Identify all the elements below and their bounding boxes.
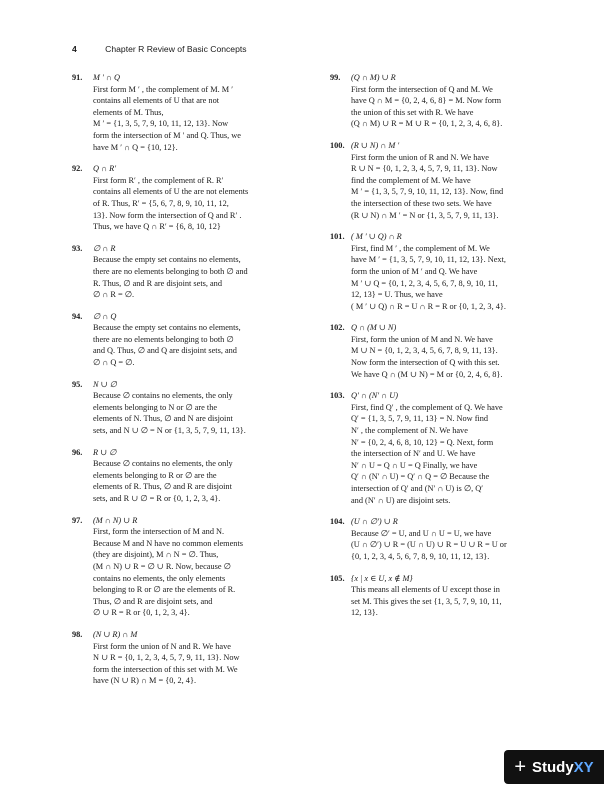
solution-line: intersection of Q′ and (N′ ∩ U) is ∅, Q′ bbox=[351, 484, 484, 493]
solution-line: sets, and N ∪ ∅ = N or {1, 3, 5, 7, 9, 11, 13}. bbox=[93, 426, 246, 436]
problem-number: 105. bbox=[330, 573, 345, 583]
problem-number: 99. bbox=[330, 73, 341, 82]
problem-expression: N ∪ ∅ bbox=[93, 379, 117, 389]
solution-line: (M ∩ N) ∪ R = ∅ ∪ R. Now, because ∅ bbox=[93, 561, 231, 571]
solution-line: elements belonging to N or ∅ are the bbox=[93, 402, 218, 412]
problem bbox=[330, 516, 570, 562]
solution-line: We have Q ∩ (M ∪ N) = M or {0, 2, 4, 6, 8}. bbox=[351, 369, 503, 379]
solution-line: sets, and R ∪ ∅ = R or {0, 1, 2, 3, 4}. bbox=[93, 494, 221, 503]
problem-number: 93. bbox=[72, 243, 83, 253]
problem bbox=[72, 379, 304, 437]
brand-main: Study bbox=[532, 758, 574, 776]
studyxy-watermark bbox=[504, 750, 604, 784]
solution-line: Now form the intersection of Q with this set. bbox=[351, 358, 500, 368]
problem-expression: ∅ ∩ R bbox=[93, 243, 116, 253]
solution-line: M ′ ∪ Q = {0, 1, 2, 3, 4, 5, 6, 7, 8, 9, 10, 11, bbox=[351, 278, 498, 288]
solution-line: Because M and N have no common elements bbox=[93, 538, 243, 548]
problem-expression: (M ∩ N) ∪ R bbox=[93, 515, 138, 525]
solution-line: have M ′ = {1, 3, 5, 7, 9, 10, 11, 12, 13}. Next, bbox=[351, 255, 506, 265]
solution-line: there are no elements belonging to both ∅ bbox=[93, 334, 234, 344]
solution-line: have (N ∪ R) ∩ M = {0, 2, 4}. bbox=[93, 676, 197, 686]
solution-line: First, find M ′ , the complement of M. We bbox=[351, 243, 490, 253]
problem-expression: R ∪ ∅ bbox=[93, 447, 117, 457]
solution-line: Because ∅ contains no elements, the only bbox=[93, 391, 233, 401]
problem-expression: Q ∩ (M ∪ N) bbox=[351, 323, 397, 333]
problem bbox=[72, 243, 304, 301]
solution-line: N′ = {0, 2, 4, 6, 8, 10, 12} = Q. Next, form bbox=[351, 437, 494, 447]
solution-line: elements of N. Thus, ∅ and N are disjoint bbox=[93, 414, 233, 424]
problem-expression: {x | x ∈ U, x ∉ M} bbox=[351, 573, 413, 583]
solution-line: the intersection of these two sets. We have bbox=[351, 198, 492, 208]
problem-number: 104. bbox=[330, 517, 345, 527]
solution-line: there are no elements belonging to both ∅ and bbox=[93, 266, 248, 276]
solution-line: ( M ′ ∪ Q) ∩ R = U ∩ R = R or {0, 1, 2, 3, 4}. bbox=[351, 301, 506, 311]
problem-expression: Q ∩ R′ bbox=[93, 164, 117, 174]
problem bbox=[330, 72, 570, 130]
solution-line: belonging to R or ∅ are the elements of R. bbox=[93, 585, 236, 595]
solution-line: First form the union of R and N. We have bbox=[351, 152, 489, 162]
solution-line: form the intersection of M ′ and Q. Thus, we bbox=[93, 130, 241, 140]
problem-number: 96. bbox=[72, 447, 83, 457]
solution-line: (they are disjoint), M ∩ N = ∅. Thus, bbox=[93, 550, 219, 560]
problem-number: 94. bbox=[72, 311, 83, 321]
problem-number: 102. bbox=[330, 323, 345, 333]
solution-line: find the complement of M. We have bbox=[351, 175, 471, 185]
solution-line: set M. This gives the set {1, 3, 5, 7, 9, 10, 11, bbox=[351, 596, 502, 606]
solution-line: (U ∩ ∅′) ∪ R = (U ∩ U) ∪ R = U ∪ R = U or bbox=[351, 540, 507, 550]
solution-line: (Q ∩ M) ∪ R = M ∪ R = {0, 1, 2, 3, 4, 6, 8}. bbox=[351, 119, 503, 129]
solution-line: First form M ′ , the complement of M. M ′ bbox=[93, 84, 234, 94]
solution-line: N′ ∩ U = Q ∩ U = Q Finally, we have bbox=[351, 460, 478, 470]
solution-line: elements belonging to R or ∅ are the bbox=[93, 470, 217, 480]
solution-line: ∅ ∩ Q = ∅. bbox=[93, 358, 135, 368]
solution-line: (R ∪ N) ∩ M ′ = N or {1, 3, 5, 7, 9, 11, 13}. bbox=[351, 210, 499, 220]
solution-line: N ∪ R = {0, 1, 2, 3, 4, 5, 7, 9, 11, 13}. Now bbox=[93, 653, 240, 663]
solution-line: elements of M. Thus, bbox=[93, 107, 164, 117]
solution-line: Because the empty set contains no elements, bbox=[93, 255, 241, 265]
solution-line: Because ∅ contains no elements, the only bbox=[93, 459, 233, 469]
problem bbox=[72, 311, 304, 369]
problem-number: 101. bbox=[330, 232, 345, 242]
page-header bbox=[72, 44, 247, 54]
problem bbox=[72, 447, 304, 505]
solution-line: M ′ = {1, 3, 5, 7, 9, 10, 11, 12, 13}. Now, find bbox=[351, 187, 504, 197]
solution-line: ∅ ∩ R = ∅. bbox=[93, 290, 135, 300]
solution-line: M ∪ N = {0, 1, 2, 3, 4, 5, 6, 7, 8, 9, 11, 13}. bbox=[351, 346, 498, 356]
solution-line: M ′ = {1, 3, 5, 7, 9, 10, 11, 12, 13}. Now bbox=[93, 119, 229, 129]
left-column bbox=[72, 72, 304, 687]
solution-line: Because the empty set contains no elements, bbox=[93, 323, 241, 333]
problem bbox=[330, 140, 570, 221]
solution-line: contains no elements, the only elements bbox=[93, 573, 226, 583]
problem bbox=[72, 163, 304, 233]
solution-line: and (N′ ∩ U) are disjoint sets. bbox=[351, 495, 451, 505]
problem-number: 92. bbox=[72, 164, 83, 174]
solution-line: N′ , the complement of N. We have bbox=[351, 426, 468, 436]
solution-line: have M ′ ∩ Q = {10, 12}. bbox=[93, 142, 178, 152]
solution-line: This means all elements of U except those in bbox=[351, 585, 500, 595]
solution-line: R ∪ N = {0, 1, 2, 3, 4, 5, 7, 9, 11, 13}. Now bbox=[351, 164, 498, 174]
problem-expression: ∅ ∩ Q bbox=[93, 311, 117, 321]
solution-line: ∅ ∪ R = R or {0, 1, 2, 3, 4}. bbox=[93, 608, 190, 618]
solution-line: First, find Q′ , the complement of Q. We have bbox=[351, 402, 503, 412]
problem-expression: (N ∪ R) ∩ M bbox=[93, 629, 138, 639]
solution-line: 13}. Now form the intersection of Q and R′ . bbox=[93, 210, 242, 220]
solution-line: {0, 1, 2, 3, 4, 5, 6, 7, 8, 9, 10, 11, 12, 13}. bbox=[351, 551, 490, 561]
problem-expression: Q′ ∩ (N′ ∩ U) bbox=[351, 391, 398, 401]
problem bbox=[330, 390, 570, 506]
solution-line: Thus, ∅ and R are disjoint sets, and bbox=[93, 596, 213, 606]
page-number: 4 bbox=[72, 44, 77, 54]
solution-line: R. Thus, ∅ and R are disjoint sets, and bbox=[93, 278, 222, 288]
solution-line: Because ∅′ = U, and U ∩ U = U, we have bbox=[351, 528, 492, 538]
problem-number: 91. bbox=[72, 73, 83, 82]
solution-line: 12, 13} = U. Thus, we have bbox=[351, 290, 443, 300]
problem-number: 103. bbox=[330, 391, 345, 401]
problem-expression: (R ∪ N) ∩ M ′ bbox=[351, 140, 400, 150]
problem-expression: M ′ ∩ Q bbox=[93, 73, 120, 82]
solution-line: the union of this set with R. We have bbox=[351, 107, 474, 117]
brand-accent: XY bbox=[573, 758, 594, 776]
problem bbox=[330, 231, 570, 312]
solution-line: contains all elements of U that are not bbox=[93, 96, 220, 106]
problem bbox=[330, 322, 570, 380]
solution-line: First form R′ , the complement of R. R′ bbox=[93, 175, 224, 185]
solution-line: the intersection of N′ and U. We have bbox=[351, 449, 476, 459]
problem-expression: ( M ′ ∪ Q) ∩ R bbox=[351, 232, 402, 242]
problem-number: 100. bbox=[330, 140, 345, 150]
problem-number: 95. bbox=[72, 379, 83, 389]
problem-number: 98. bbox=[72, 629, 83, 639]
solution-line: elements of R. Thus, ∅ and R are disjoint bbox=[93, 482, 232, 492]
solution-line: First, form the intersection of M and N. bbox=[93, 527, 225, 537]
solution-line: of R. Thus, R′ = {5, 6, 7, 8, 9, 10, 11, 12, bbox=[93, 198, 229, 208]
solution-line: Q′ ∩ (N′ ∩ U) = Q′ ∩ Q = ∅ Because the bbox=[351, 472, 490, 482]
problem-expression: (Q ∩ M) ∪ R bbox=[351, 73, 396, 82]
solution-line: First, form the union of M and N. We have bbox=[351, 334, 493, 344]
solution-line: First form the intersection of Q and M. We bbox=[351, 84, 493, 94]
solution-line: First form the union of N and R. We have bbox=[93, 641, 231, 651]
chapter-title: Chapter R Review of Basic Concepts bbox=[105, 44, 247, 54]
plus-icon: + bbox=[514, 755, 526, 778]
right-column bbox=[330, 72, 570, 619]
solution-line: have Q ∩ M = {0, 2, 4, 6, 8} = M. Now form bbox=[351, 96, 502, 106]
problem bbox=[72, 515, 304, 619]
problem-number: 97. bbox=[72, 515, 83, 525]
problem bbox=[72, 72, 304, 153]
solution-line: Q′ = {1, 3, 5, 7, 9, 11, 13} = N. Now find bbox=[351, 414, 489, 424]
problem bbox=[72, 629, 304, 687]
solution-line: form the intersection of this set with M. We bbox=[93, 664, 238, 674]
solution-line: 12, 13}. bbox=[351, 608, 378, 618]
solution-line: and Q. Thus, ∅ and Q are disjoint sets, and bbox=[93, 346, 237, 356]
solution-line: contains all elements of U the are not elements bbox=[93, 187, 249, 197]
solution-line: Thus, we have Q ∩ R′ = {6, 8, 10, 12} bbox=[93, 222, 221, 232]
solution-line: form the union of M ′ and Q. We have bbox=[351, 266, 478, 276]
problem-expression: (U ∩ ∅′) ∪ R bbox=[351, 517, 398, 527]
problem bbox=[330, 573, 570, 619]
